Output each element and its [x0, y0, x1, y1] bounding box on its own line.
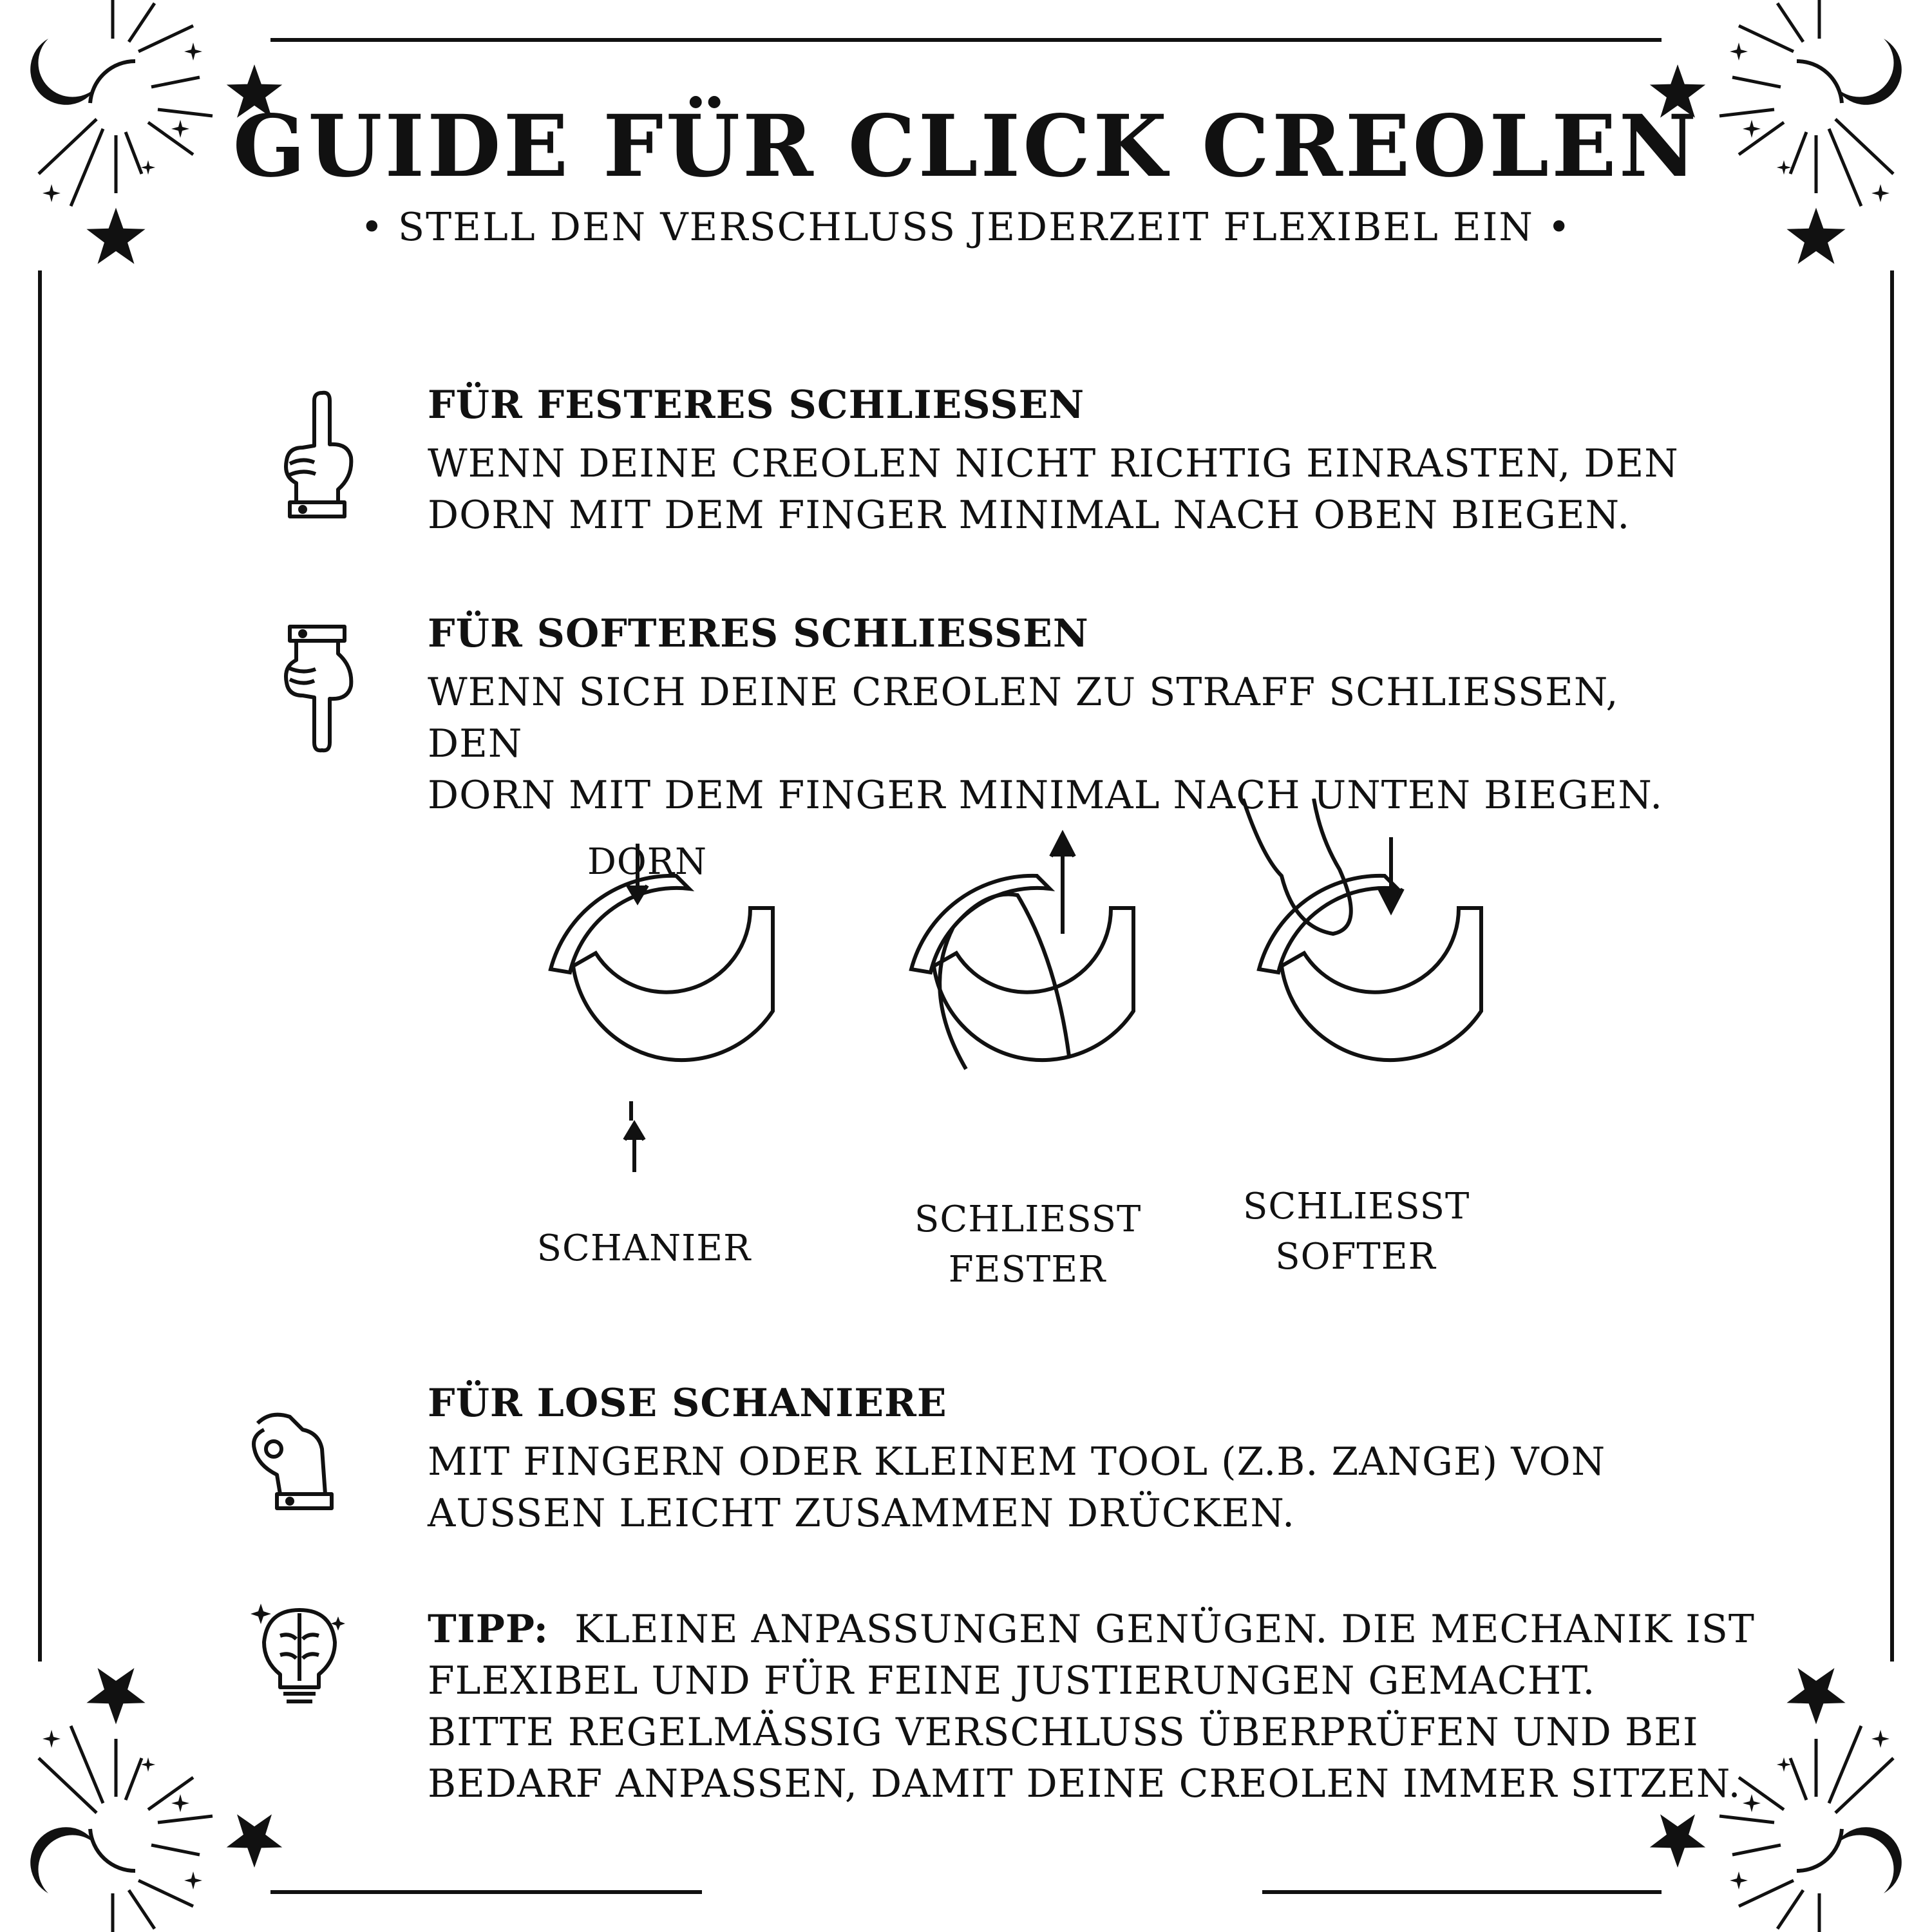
section-line: WENN SICH DEINE CREOLEN ZU STRAFF SCHLIESSEN, DEN	[428, 670, 1619, 766]
section-text	[428, 667, 1716, 821]
section-text	[428, 438, 1716, 541]
section-line: DORN MIT DEM FINGER MINIMAL NACH OBEN BIEGEN.	[428, 493, 1631, 538]
label-schliesst-fester	[914, 1195, 1140, 1295]
label-line: SOFTER	[1275, 1236, 1436, 1278]
tip-line: KLEINE ANPASSUNGEN GENÜGEN. DIE MECHANIK IST	[574, 1607, 1755, 1652]
page-subtitle: • STELL DEN VERSCHLUSS JEDERZEIT FLEXIBEL EIN •	[360, 205, 1572, 250]
section-line: AUSSEN LEICHT ZUSAMMEN DRÜCKEN.	[428, 1491, 1296, 1536]
label-line: SCHLIESST	[1243, 1186, 1470, 1227]
tip-line: BEDARF ANPASSEN, DAMIT DEINE CREOLEN IMMER SITZEN.	[428, 1761, 1741, 1806]
tip-line: BITTE REGELMÄSSIG VERSCHLUSS ÜBERPRÜFEN UND BEI	[428, 1710, 1699, 1755]
section-line: MIT FINGERN ODER KLEINEM TOOL (Z.B. ZANGE) VON	[428, 1439, 1606, 1484]
tip-label: TIPP:	[428, 1607, 549, 1652]
section-lose-schaniere	[428, 1378, 1716, 1539]
hand-pointing-up-icon	[277, 386, 367, 522]
tip-line-first	[428, 1604, 1844, 1655]
label-schanier: SCHANIER	[536, 1227, 752, 1269]
hoop-fester-icon	[911, 834, 1133, 1069]
section-festeres	[428, 380, 1716, 541]
tip-line: FLEXIBEL UND FÜR FEINE JUSTIERUNGEN GEMACHT.	[428, 1658, 1596, 1703]
section-line: DORN MIT DEM FINGER MINIMAL NACH UNTEN BIEGEN.	[428, 773, 1663, 818]
section-line: WENN DEINE CREOLEN NICHT RICHTIG EINRASTEN, DEN	[428, 441, 1679, 486]
label-line: SCHLIESST	[914, 1198, 1142, 1240]
hand-pointing-down-icon	[277, 621, 367, 757]
section-tip	[428, 1604, 1844, 1810]
label-schliesst-softer	[1243, 1182, 1468, 1282]
hoop-open-icon	[551, 844, 773, 1172]
brain-lightbulb-icon	[248, 1597, 351, 1713]
page-title: GUIDE FÜR CLICK CREOLEN	[232, 97, 1700, 196]
section-heading: FÜR FESTERES SCHLIESSEN	[428, 383, 1085, 428]
label-dorn: DORN	[587, 841, 707, 883]
hoop-softer-icon	[1243, 799, 1481, 1060]
tip-text	[428, 1604, 1844, 1810]
section-heading: FÜR LOSE SCHANIERE	[428, 1381, 947, 1426]
label-line: FESTER	[948, 1249, 1106, 1291]
hand-pinch-icon	[245, 1404, 354, 1520]
section-heading: FÜR SOFTERES SCHLIESSEN	[428, 611, 1089, 656]
section-text	[428, 1436, 1716, 1539]
section-softeres	[428, 609, 1716, 821]
